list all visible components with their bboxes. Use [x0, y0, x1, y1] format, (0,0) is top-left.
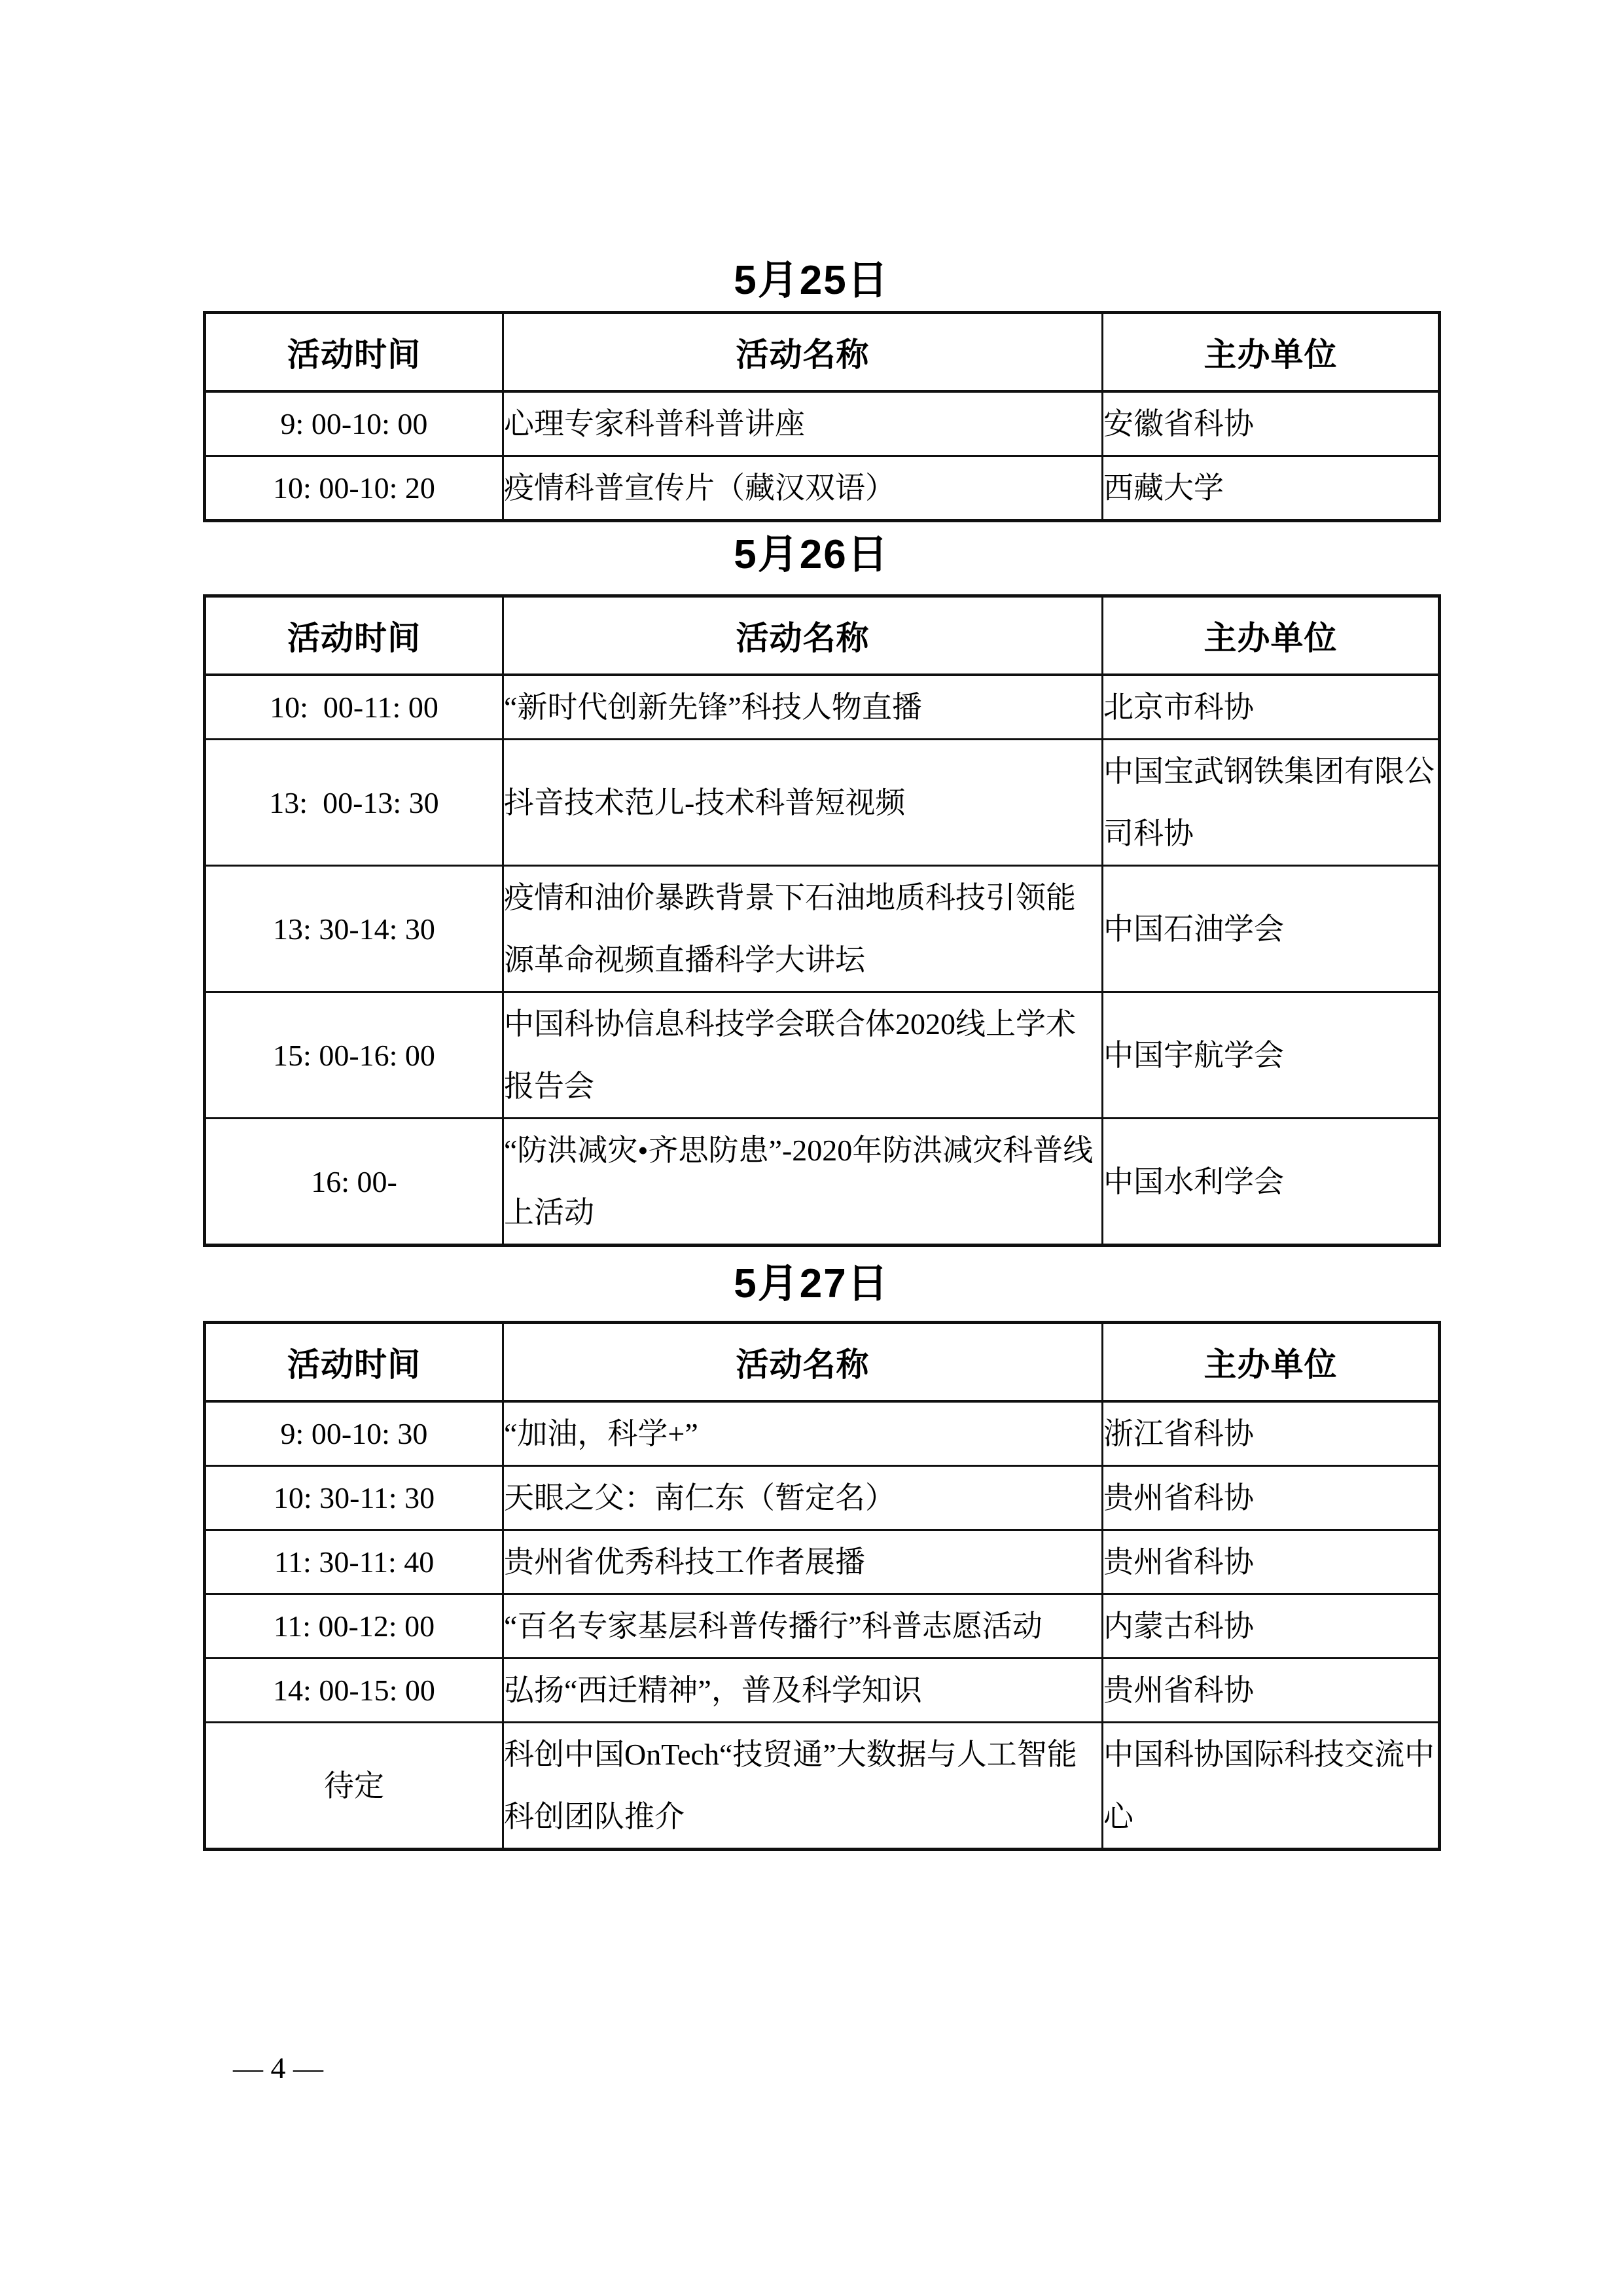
- schedule-table: [203, 1321, 1441, 1851]
- activity-cell: “防洪减灾•齐思防患”-2020年防洪减灾科普线上活动: [503, 1119, 1103, 1246]
- organizer-cell: 西藏大学: [1103, 456, 1440, 521]
- organizer-cell: 贵州省科协: [1103, 1530, 1440, 1594]
- table-row: [205, 866, 1440, 992]
- time-cell: 10: 00-10: 20: [205, 456, 503, 521]
- organizer-cell: 中国宇航学会: [1103, 992, 1440, 1119]
- column-header-organizer: 主办单位: [1103, 313, 1440, 392]
- organizer-cell: 中国水利学会: [1103, 1119, 1440, 1246]
- table-row: [205, 992, 1440, 1119]
- activity-cell: 中国科协信息科技学会联合体2020线上学术报告会: [503, 992, 1103, 1119]
- time-cell: 10: 00-11: 00: [205, 675, 503, 740]
- column-header-activity: 活动名称: [503, 596, 1103, 675]
- header-row: [205, 1323, 1440, 1402]
- table-row: [205, 1119, 1440, 1246]
- table-row: [205, 1723, 1440, 1850]
- activity-cell: 弘扬“西迁精神”，普及科学知识: [503, 1659, 1103, 1723]
- table-body: [205, 1401, 1440, 1850]
- activity-cell: 抖音技术范儿-技术科普短视频: [503, 740, 1103, 866]
- column-header-activity: 活动名称: [503, 313, 1103, 392]
- column-header-time: 活动时间: [205, 313, 503, 392]
- activity-cell: 疫情和油价暴跌背景下石油地质科技引领能源革命视频直播科学大讲坛: [503, 866, 1103, 992]
- header-row: [205, 596, 1440, 675]
- organizer-cell: 安徽省科协: [1103, 391, 1440, 456]
- column-header-time: 活动时间: [205, 596, 503, 675]
- column-header-organizer: 主办单位: [1103, 596, 1440, 675]
- time-cell: 10: 30-11: 30: [205, 1466, 503, 1530]
- activity-cell: 科创中国OnTech“技贸通”大数据与人工智能科创团队推介: [503, 1723, 1103, 1850]
- time-cell: 13: 30-14: 30: [205, 866, 503, 992]
- header-row: [205, 313, 1440, 392]
- activity-cell: 心理专家科普科普讲座: [503, 391, 1103, 456]
- organizer-cell: 贵州省科协: [1103, 1659, 1440, 1723]
- column-header-organizer: 主办单位: [1103, 1323, 1440, 1402]
- table-row: [205, 1659, 1440, 1723]
- time-cell: 9: 00-10: 00: [205, 391, 503, 456]
- activity-cell: 贵州省优秀科技工作者展播: [503, 1530, 1103, 1594]
- activity-cell: “百名专家基层科普传播行”科普志愿活动: [503, 1594, 1103, 1659]
- schedule-table: [203, 594, 1441, 1247]
- table-row: [205, 391, 1440, 456]
- table-row: [205, 456, 1440, 521]
- table-row: [205, 1466, 1440, 1530]
- time-cell: 16: 00-: [205, 1119, 503, 1246]
- page-number: — 4 —: [233, 2051, 323, 2085]
- column-header-activity: 活动名称: [503, 1323, 1103, 1402]
- activity-cell: “新时代创新先锋”科技人物直播: [503, 675, 1103, 740]
- activity-cell: 天眼之父：南仁东（暂定名）: [503, 1466, 1103, 1530]
- table-body: [205, 675, 1440, 1246]
- activity-cell: “加油，科学+”: [503, 1401, 1103, 1466]
- time-cell: 11: 30-11: 40: [205, 1530, 503, 1594]
- time-cell: 9: 00-10: 30: [205, 1401, 503, 1466]
- activity-cell: 疫情科普宣传片（藏汉双语）: [503, 456, 1103, 521]
- organizer-cell: 中国宝武钢铁集团有限公司科协: [1103, 740, 1440, 866]
- time-cell: 11: 00-12: 00: [205, 1594, 503, 1659]
- organizer-cell: 中国科协国际科技交流中心: [1103, 1723, 1440, 1850]
- time-cell: 15: 00-16: 00: [205, 992, 503, 1119]
- table-row: [205, 1530, 1440, 1594]
- day-title: 5月26日: [734, 532, 889, 577]
- organizer-cell: 内蒙古科协: [1103, 1594, 1440, 1659]
- organizer-cell: 中国石油学会: [1103, 866, 1440, 992]
- column-header-time: 活动时间: [205, 1323, 503, 1402]
- day-title: 5月25日: [734, 258, 889, 303]
- day-title: 5月27日: [734, 1261, 889, 1306]
- table-row: [205, 1594, 1440, 1659]
- time-cell: 14: 00-15: 00: [205, 1659, 503, 1723]
- organizer-cell: 贵州省科协: [1103, 1466, 1440, 1530]
- organizer-cell: 浙江省科协: [1103, 1401, 1440, 1466]
- table-row: [205, 1401, 1440, 1466]
- table-body: [205, 391, 1440, 521]
- table-row: [205, 740, 1440, 866]
- organizer-cell: 北京市科协: [1103, 675, 1440, 740]
- table-row: [205, 675, 1440, 740]
- time-cell: 待定: [205, 1723, 503, 1850]
- time-cell: 13: 00-13: 30: [205, 740, 503, 866]
- schedule-table: [203, 311, 1441, 522]
